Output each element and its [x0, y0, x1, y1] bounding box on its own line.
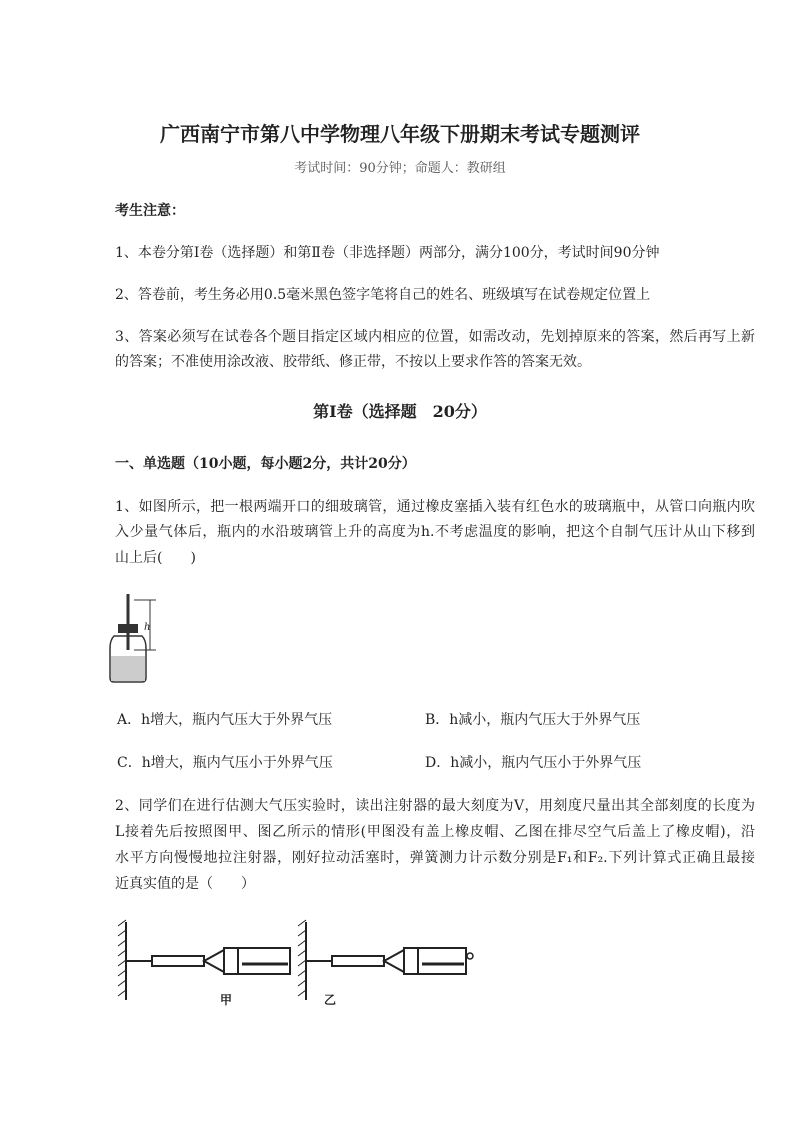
notice-3-line1: 3、答案必须写在试卷各个题目指定区域内相应的位置，如需改动，先划掉原来的答案，然后再写上新 [115, 329, 755, 345]
syringe-figure [112, 918, 477, 1010]
q1-line1: 1、如图所示，把一根两端开口的细玻璃管，通过橡皮塞插入装有红色水的玻璃瓶中，从管口向瓶内吹 [115, 499, 755, 515]
subtitle: 考试时间：90分钟；命题人：教研组 [294, 161, 506, 176]
q2-line4: 近真实值的是（ ） [115, 876, 255, 892]
part-heading: 一、单选题（10小题，每小题2分，共计20分） [115, 456, 416, 472]
notice-3-line2: 的答案；不准使用涂改液、胶带纸、修正带，不按以上要求作答的答案无效。 [115, 354, 591, 370]
q2-line1: 2、同学们在进行估测大气压实验时，读出注射器的最大刻度为V，用刻度尺量出其全部刻度的长度为 [115, 798, 755, 814]
syringe-jia [118, 920, 290, 1007]
barometer-figure [100, 592, 170, 688]
section-title: 第Ⅰ卷（选择题 20分） [313, 402, 487, 421]
q1-line2: 入少量气体后，瓶内的水沿玻璃管上升的高度为h.不考虑温度的影响，把这个自制气压计从山下移到 [115, 524, 755, 540]
option-d[interactable]: D．h减小，瓶内气压小于外界气压 [425, 755, 642, 771]
q1-line3: 山上后( ) [115, 550, 196, 566]
option-a[interactable]: A．h增大，瓶内气压大于外界气压 [117, 712, 333, 728]
notice-2: 2、答卷前，考生务必用0.5毫米黑色签字笔将自己的姓名、班级填写在试卷规定位置上 [115, 287, 651, 303]
syringe-yi [298, 920, 473, 1007]
h-label: h [144, 622, 151, 633]
label-jia: 甲 [220, 993, 233, 1007]
option-b[interactable]: B．h减小，瓶内气压大于外界气压 [425, 712, 641, 728]
label-yi: 乙 [324, 993, 337, 1007]
q2-line2: L接着先后按照图甲、图乙所示的情形(甲图没有盖上橡皮帽、乙图在排尽空气后盖上了橡皮帽)，沿 [115, 824, 755, 840]
notice-1: 1、本卷分第Ⅰ卷（选择题）和第Ⅱ卷（非选择题）两部分，满分100分，考试时间90分钟 [115, 245, 660, 261]
q2-line3: 水平方向慢慢地拉注射器，刚好拉动活塞时，弹簧测力计示数分别是F₁和F₂.下列计算式正确且最接 [115, 850, 755, 866]
page-title: 广西南宁市第八中学物理八年级下册期末考试专题测评 [160, 122, 640, 146]
option-c[interactable]: C．h增大，瓶内气压小于外界气压 [117, 755, 333, 771]
notice-heading: 考生注意： [115, 203, 185, 219]
